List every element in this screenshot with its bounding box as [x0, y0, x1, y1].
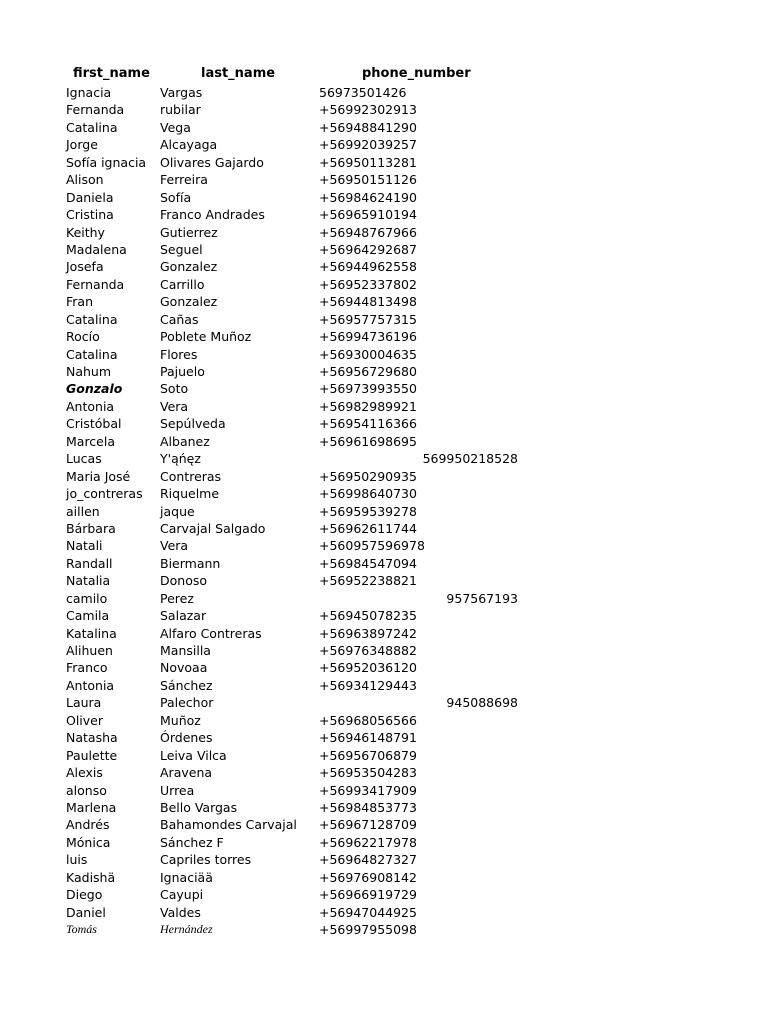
table-row [0, 485, 768, 502]
phone-number-cell: +56952337802 [319, 276, 417, 292]
last-name-cell: Mansilla [160, 643, 211, 658]
first-name-cell: Paulette [66, 747, 118, 763]
last-name-cell: Cayupi [160, 887, 204, 903]
first-name-cell: Oliver [66, 712, 104, 728]
phone-number-cell: +56959539278 [319, 503, 417, 519]
table-row [0, 607, 768, 624]
last-name-cell: Biermann [160, 555, 221, 571]
first-name-cell: Gonzalo [66, 381, 123, 397]
last-name-cell: Leiva Vilca [160, 747, 227, 763]
table-row [0, 834, 768, 851]
phone-number-cell: +56964827327 [319, 852, 417, 868]
table-row [0, 258, 768, 275]
last-name-cell: Soto [160, 381, 189, 397]
phone-number-cell: +56973993550 [319, 381, 417, 397]
header-first-name: first_name [73, 66, 150, 81]
last-name-cell: Palechor [160, 695, 214, 711]
first-name-cell: Tomás [66, 922, 97, 936]
table-row [0, 101, 768, 118]
header-phone-number: phone_number [362, 66, 471, 81]
first-name-cell: Keithy [66, 224, 105, 240]
phone-number-cell: +56993417909 [319, 782, 417, 798]
table-row [0, 904, 768, 921]
last-name-cell: Donoso [160, 573, 208, 589]
last-name-cell: Vargas [160, 85, 203, 100]
last-name-cell: Carvajal Salgado [160, 520, 266, 536]
table-row [0, 503, 768, 520]
last-name-cell: Cañas [160, 311, 199, 327]
first-name-cell: alonso [66, 782, 107, 798]
last-name-cell: Valdes [160, 904, 201, 920]
phone-number-cell: +56944962558 [319, 259, 417, 275]
table-row [0, 712, 768, 729]
table-row [0, 625, 768, 642]
phone-number-cell: +56948767966 [319, 224, 417, 240]
phone-number-cell: +56994736196 [319, 329, 417, 345]
last-name-cell: Novoaa [160, 660, 208, 676]
phone-number-cell: +56946148791 [319, 730, 417, 746]
first-name-cell: Alexis [66, 765, 103, 781]
phone-number-cell: +56934129443 [319, 677, 417, 693]
last-name-cell: Perez [160, 590, 194, 606]
table-row [0, 311, 768, 328]
first-name-cell: Randall [66, 555, 113, 571]
table-row [0, 415, 768, 432]
table-row [0, 363, 768, 380]
table-row [0, 380, 768, 397]
last-name-cell: Aravena [160, 765, 213, 781]
table-row [0, 224, 768, 241]
header-last-name: last_name [201, 66, 276, 81]
first-name-cell: Ignacia [66, 85, 112, 100]
phone-number-cell: 569950218528 [422, 451, 518, 467]
first-name-cell: Fernanda [66, 102, 125, 118]
table-row [0, 869, 768, 886]
phone-number-cell: +56947044925 [319, 904, 417, 920]
phone-number-cell: +56956706879 [319, 747, 417, 763]
phone-number-cell: +56992039257 [319, 137, 417, 153]
table-row [0, 433, 768, 450]
table-row [0, 293, 768, 310]
table-row [0, 84, 768, 101]
table-row [0, 642, 768, 659]
table-row [0, 276, 768, 293]
first-name-cell: Fran [66, 294, 94, 310]
table-row [0, 398, 768, 415]
first-name-cell: Cristóbal [66, 416, 122, 432]
table-row [0, 747, 768, 764]
table-row [0, 328, 768, 345]
table-row [0, 537, 768, 554]
first-name-cell: Alison [66, 172, 104, 188]
table-row [0, 450, 768, 467]
last-name-cell: Hernández [160, 922, 213, 936]
table-row [0, 520, 768, 537]
table-row [0, 346, 768, 363]
table-row [0, 590, 768, 607]
phone-number-cell: +56950290935 [319, 468, 417, 484]
phone-number-cell: +56992302913 [319, 102, 417, 118]
first-name-cell: Rocío [66, 329, 100, 345]
last-name-cell: Sepúlveda [160, 416, 226, 432]
first-name-cell: Diego [66, 887, 103, 903]
last-name-cell: Ignaciää [160, 869, 213, 885]
last-name-cell: Carrillo [160, 276, 205, 292]
phone-number-cell: +56954116366 [319, 416, 417, 432]
table-row [0, 764, 768, 781]
first-name-cell: Kadishä [66, 869, 116, 885]
last-name-cell: Muñoz [160, 712, 201, 728]
phone-number-cell: +56967128709 [319, 817, 417, 833]
table-row [0, 799, 768, 816]
table-row [0, 119, 768, 136]
last-name-cell: Sánchez [160, 677, 213, 693]
last-name-cell: Poblete Muñoz [160, 329, 252, 345]
first-name-cell: Mónica [66, 834, 111, 850]
first-name-cell: Marlena [66, 799, 117, 815]
phone-number-cell: 56973501426 [319, 85, 407, 100]
phone-number-cell: +56976348882 [319, 643, 417, 658]
phone-number-cell: +56962217978 [319, 834, 417, 850]
table-row [0, 729, 768, 746]
first-name-cell: Natali [66, 538, 103, 554]
phone-number-cell: +56953504283 [319, 765, 417, 781]
last-name-cell: Bahamondes Carvajal [160, 817, 297, 833]
last-name-cell: Gonzalez [160, 259, 218, 275]
last-name-cell: Alfaro Contreras [160, 625, 262, 641]
table-row [0, 171, 768, 188]
phone-number-cell: +56997955098 [319, 922, 417, 937]
phone-number-cell: +56976908142 [319, 869, 417, 885]
first-name-cell: Catalina [66, 119, 118, 135]
phone-number-cell: 957567193 [446, 590, 518, 606]
table-row [0, 677, 768, 694]
last-name-cell: Órdenes [160, 730, 213, 746]
phone-number-cell: +56968056566 [319, 712, 417, 728]
table-row [0, 851, 768, 868]
first-name-cell: Cristina [66, 207, 114, 223]
last-name-cell: Y'ąńęz [160, 451, 201, 467]
first-name-cell: Catalina [66, 311, 118, 327]
table-row [0, 782, 768, 799]
last-name-cell: Vega [160, 119, 191, 135]
phone-number-cell: +56930004635 [319, 346, 417, 362]
first-name-cell: Alihuen [66, 643, 113, 658]
table-row [0, 694, 768, 711]
first-name-cell: Bárbara [66, 520, 116, 536]
first-name-cell: Franco [66, 660, 108, 676]
first-name-cell: Camila [66, 608, 110, 624]
phone-number-cell: +56952036120 [319, 660, 417, 676]
last-name-cell: Alcayaga [160, 137, 218, 153]
phone-number-cell: +56944813498 [319, 294, 417, 310]
last-name-cell: Capriles torres [160, 852, 252, 868]
first-name-cell: Maria José [66, 468, 131, 484]
last-name-cell: Gutierrez [160, 224, 218, 240]
last-name-cell: rubilar [160, 102, 201, 118]
table-row [0, 886, 768, 903]
table-row [0, 659, 768, 676]
last-name-cell: Ferreira [160, 172, 208, 188]
last-name-cell: jaque [160, 503, 195, 519]
table-row [0, 572, 768, 589]
last-name-cell: Riquelme [160, 486, 220, 502]
phone-number-cell: +56945078235 [319, 608, 417, 624]
last-name-cell: Bello Vargas [160, 799, 238, 815]
phone-number-cell: +56984624190 [319, 189, 417, 205]
table-row [0, 921, 768, 938]
first-name-cell: Josefa [66, 259, 104, 275]
first-name-cell: Marcela [66, 433, 116, 449]
phone-number-cell: +56957757315 [319, 311, 417, 327]
last-name-cell: Pajuelo [160, 364, 205, 379]
first-name-cell: Jorge [66, 137, 98, 153]
first-name-cell: Madalena [66, 241, 127, 257]
last-name-cell: Albanez [160, 433, 210, 449]
first-name-cell: Andrés [66, 817, 110, 833]
first-name-cell: Natasha [66, 730, 118, 746]
phone-number-cell: 945088698 [446, 695, 518, 711]
table-row [0, 241, 768, 258]
last-name-cell: Gonzalez [160, 294, 218, 310]
phone-number-cell: +56962611744 [319, 520, 417, 536]
last-name-cell: Contreras [160, 468, 222, 484]
first-name-cell: Lucas [66, 451, 102, 467]
first-name-cell: luis [66, 852, 88, 868]
phone-number-cell: +56984547094 [319, 555, 417, 571]
first-name-cell: Antonia [66, 677, 115, 693]
phone-number-cell: +56966919729 [319, 887, 417, 903]
table-row [0, 816, 768, 833]
table-row [0, 555, 768, 572]
phone-number-cell: +56965910194 [319, 207, 417, 223]
last-name-cell: Franco Andrades [160, 207, 265, 223]
last-name-cell: Vera [160, 398, 189, 414]
first-name-cell: Catalina [66, 346, 118, 362]
first-name-cell: Daniel [66, 904, 106, 920]
phone-number-cell: +56982989921 [319, 398, 417, 414]
table-header [0, 66, 768, 83]
phone-number-cell: +56952238821 [319, 573, 417, 589]
phone-number-cell: +56963897242 [319, 625, 417, 641]
phone-number-cell: +560957596978 [319, 538, 425, 554]
phone-number-cell: +56956729680 [319, 364, 417, 379]
table-row [0, 136, 768, 153]
first-name-cell: Katalina [66, 625, 117, 641]
last-name-cell: Sánchez F [160, 834, 224, 850]
phone-number-cell: +56948841290 [319, 119, 417, 135]
first-name-cell: Natalia [66, 573, 111, 589]
first-name-cell: camilo [66, 590, 108, 606]
first-name-cell: Laura [66, 695, 102, 711]
first-name-cell: Daniela [66, 189, 114, 205]
table-row [0, 206, 768, 223]
last-name-cell: Vera [160, 538, 189, 554]
phone-number-cell: +56950151126 [319, 172, 417, 188]
last-name-cell: Flores [160, 346, 198, 362]
phone-number-cell: +56998640730 [319, 486, 417, 502]
phone-number-cell: +56961698695 [319, 433, 417, 449]
first-name-cell: aillen [66, 503, 100, 519]
first-name-cell: Sofía ignacia [66, 154, 147, 170]
table-row [0, 189, 768, 206]
phone-number-cell: +56964292687 [319, 241, 417, 257]
first-name-cell: Fernanda [66, 276, 125, 292]
first-name-cell: Nahum [66, 364, 112, 379]
table-row [0, 154, 768, 171]
last-name-cell: Salazar [160, 608, 207, 624]
table-body [0, 84, 768, 938]
first-name-cell: Antonia [66, 398, 115, 414]
table-row [0, 468, 768, 485]
last-name-cell: Urrea [160, 782, 195, 798]
last-name-cell: Sofía [160, 189, 192, 205]
first-name-cell: jo_contreras [66, 486, 143, 502]
phone-number-cell: +56984853773 [319, 799, 417, 815]
last-name-cell: Olivares Gajardo [160, 154, 264, 170]
phone-number-cell: +56950113281 [319, 154, 417, 170]
last-name-cell: Seguel [160, 241, 203, 257]
